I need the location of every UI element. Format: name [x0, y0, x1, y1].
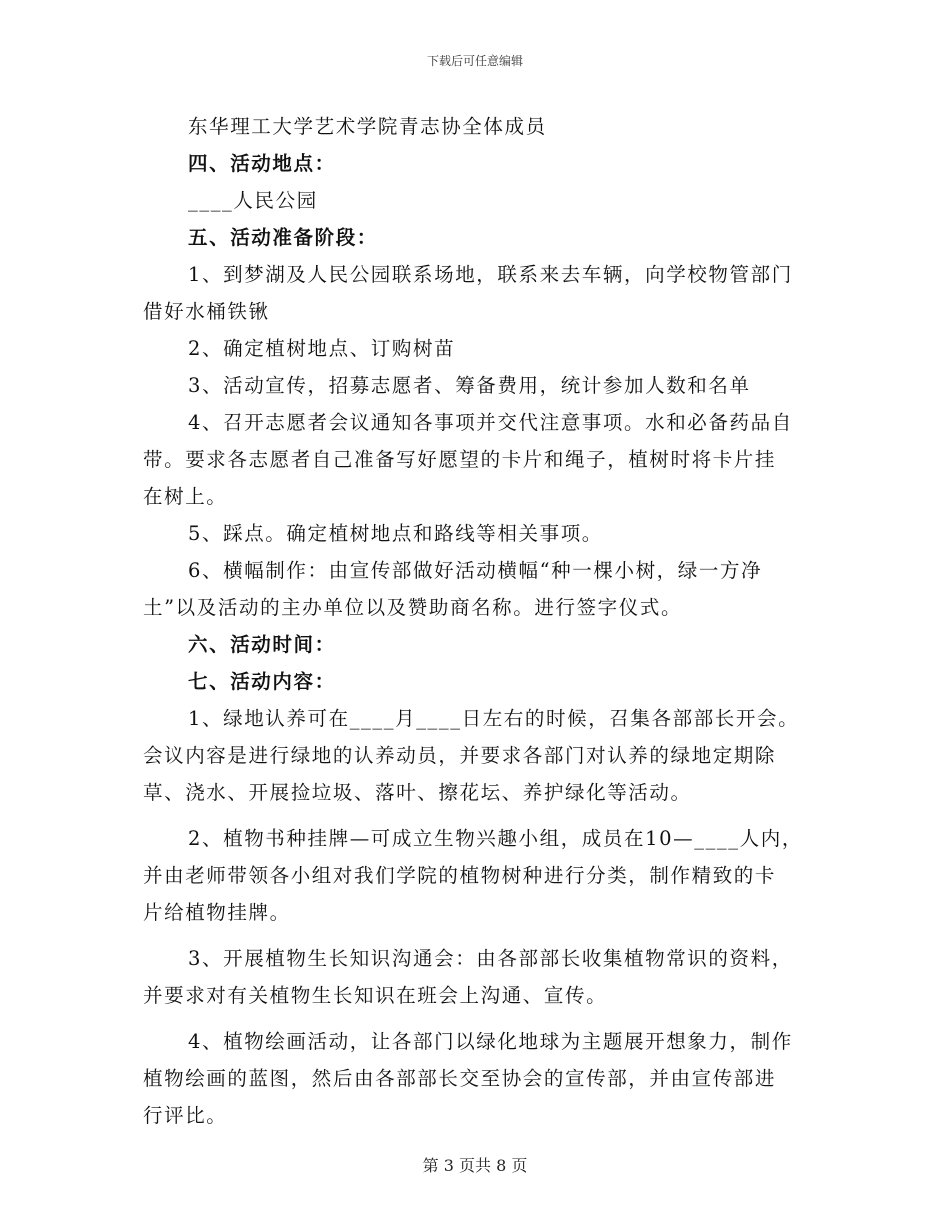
text-line: 土”以及活动的主办单位以及赞助商名称。进行签字仪式。	[143, 596, 683, 619]
document-body	[143, 108, 808, 1134]
text-line: 行评比。	[143, 1104, 228, 1127]
text-line: 借好水桶铁锹	[143, 300, 270, 323]
text-line: 4、植物绘画活动，让各部门以绿化地球为主题展开想象力，制作	[188, 1030, 793, 1053]
text-line: 植物绘画的蓝图，然后由各部部长交至协会的宣传部，并由宣传部进	[143, 1067, 777, 1090]
text-line: 片给植物挂牌。	[143, 901, 291, 924]
text-line: 2、确定植树地点、订购树苗	[188, 337, 456, 360]
section-heading: 七、活动内容：	[188, 670, 336, 693]
text-line: 在树上。	[143, 485, 228, 508]
section-heading: 四、活动地点：	[188, 152, 336, 175]
text-line: 并要求对有关植物生长知识在班会上沟通、宣传。	[143, 984, 608, 1007]
text-line: 2、植物书种挂牌—可成立生物兴趣小组，成员在10—____人内，	[188, 827, 803, 850]
text-line: 6、横幅制作：由宣传部做好活动横幅“种一棵小树，绿一方净	[188, 559, 763, 582]
text-line: 3、活动宣传，招募志愿者、筹备费用，统计参加人数和名单	[188, 374, 751, 397]
text-line: 3、开展植物生长知识沟通会：由各部部长收集植物常识的资料，	[188, 947, 793, 970]
page-footer: 第 3 页共 8 页	[422, 1156, 528, 1175]
text-line: 1、绿地认养可在____月____日左右的时候，召集各部部长开会。	[188, 707, 800, 730]
section-heading: 五、活动准备阶段：	[188, 226, 378, 249]
text-line: 并由老师带领各小组对我们学院的植物树种进行分类，制作精致的卡	[143, 864, 777, 887]
text-line: 1、到梦湖及人民公园联系场地，联系来去车辆，向学校物管部门	[188, 263, 793, 286]
text-line: 4、召开志愿者会议通知各事项并交代注意事项。水和必备药品自	[188, 411, 793, 434]
section-heading: 六、活动时间：	[188, 633, 336, 656]
text-line: 5、踩点。确定植树地点和路线等相关事项。	[188, 522, 603, 545]
page-header: 下载后可任意编辑	[426, 54, 523, 68]
text-line: 东华理工大学艺术学院青志协全体成员	[188, 115, 547, 138]
text-line: ____人民公园	[188, 189, 318, 212]
text-line: 草、浇水、开展捡垃圾、落叶、擦花坛、养护绿化等活动。	[143, 781, 692, 804]
text-line: 带。要求各志愿者自己准备写好愿望的卡片和绳子，植树时将卡片挂	[143, 448, 777, 471]
text-line: 会议内容是进行绿地的认养动员，并要求各部门对认养的绿地定期除	[143, 744, 777, 767]
